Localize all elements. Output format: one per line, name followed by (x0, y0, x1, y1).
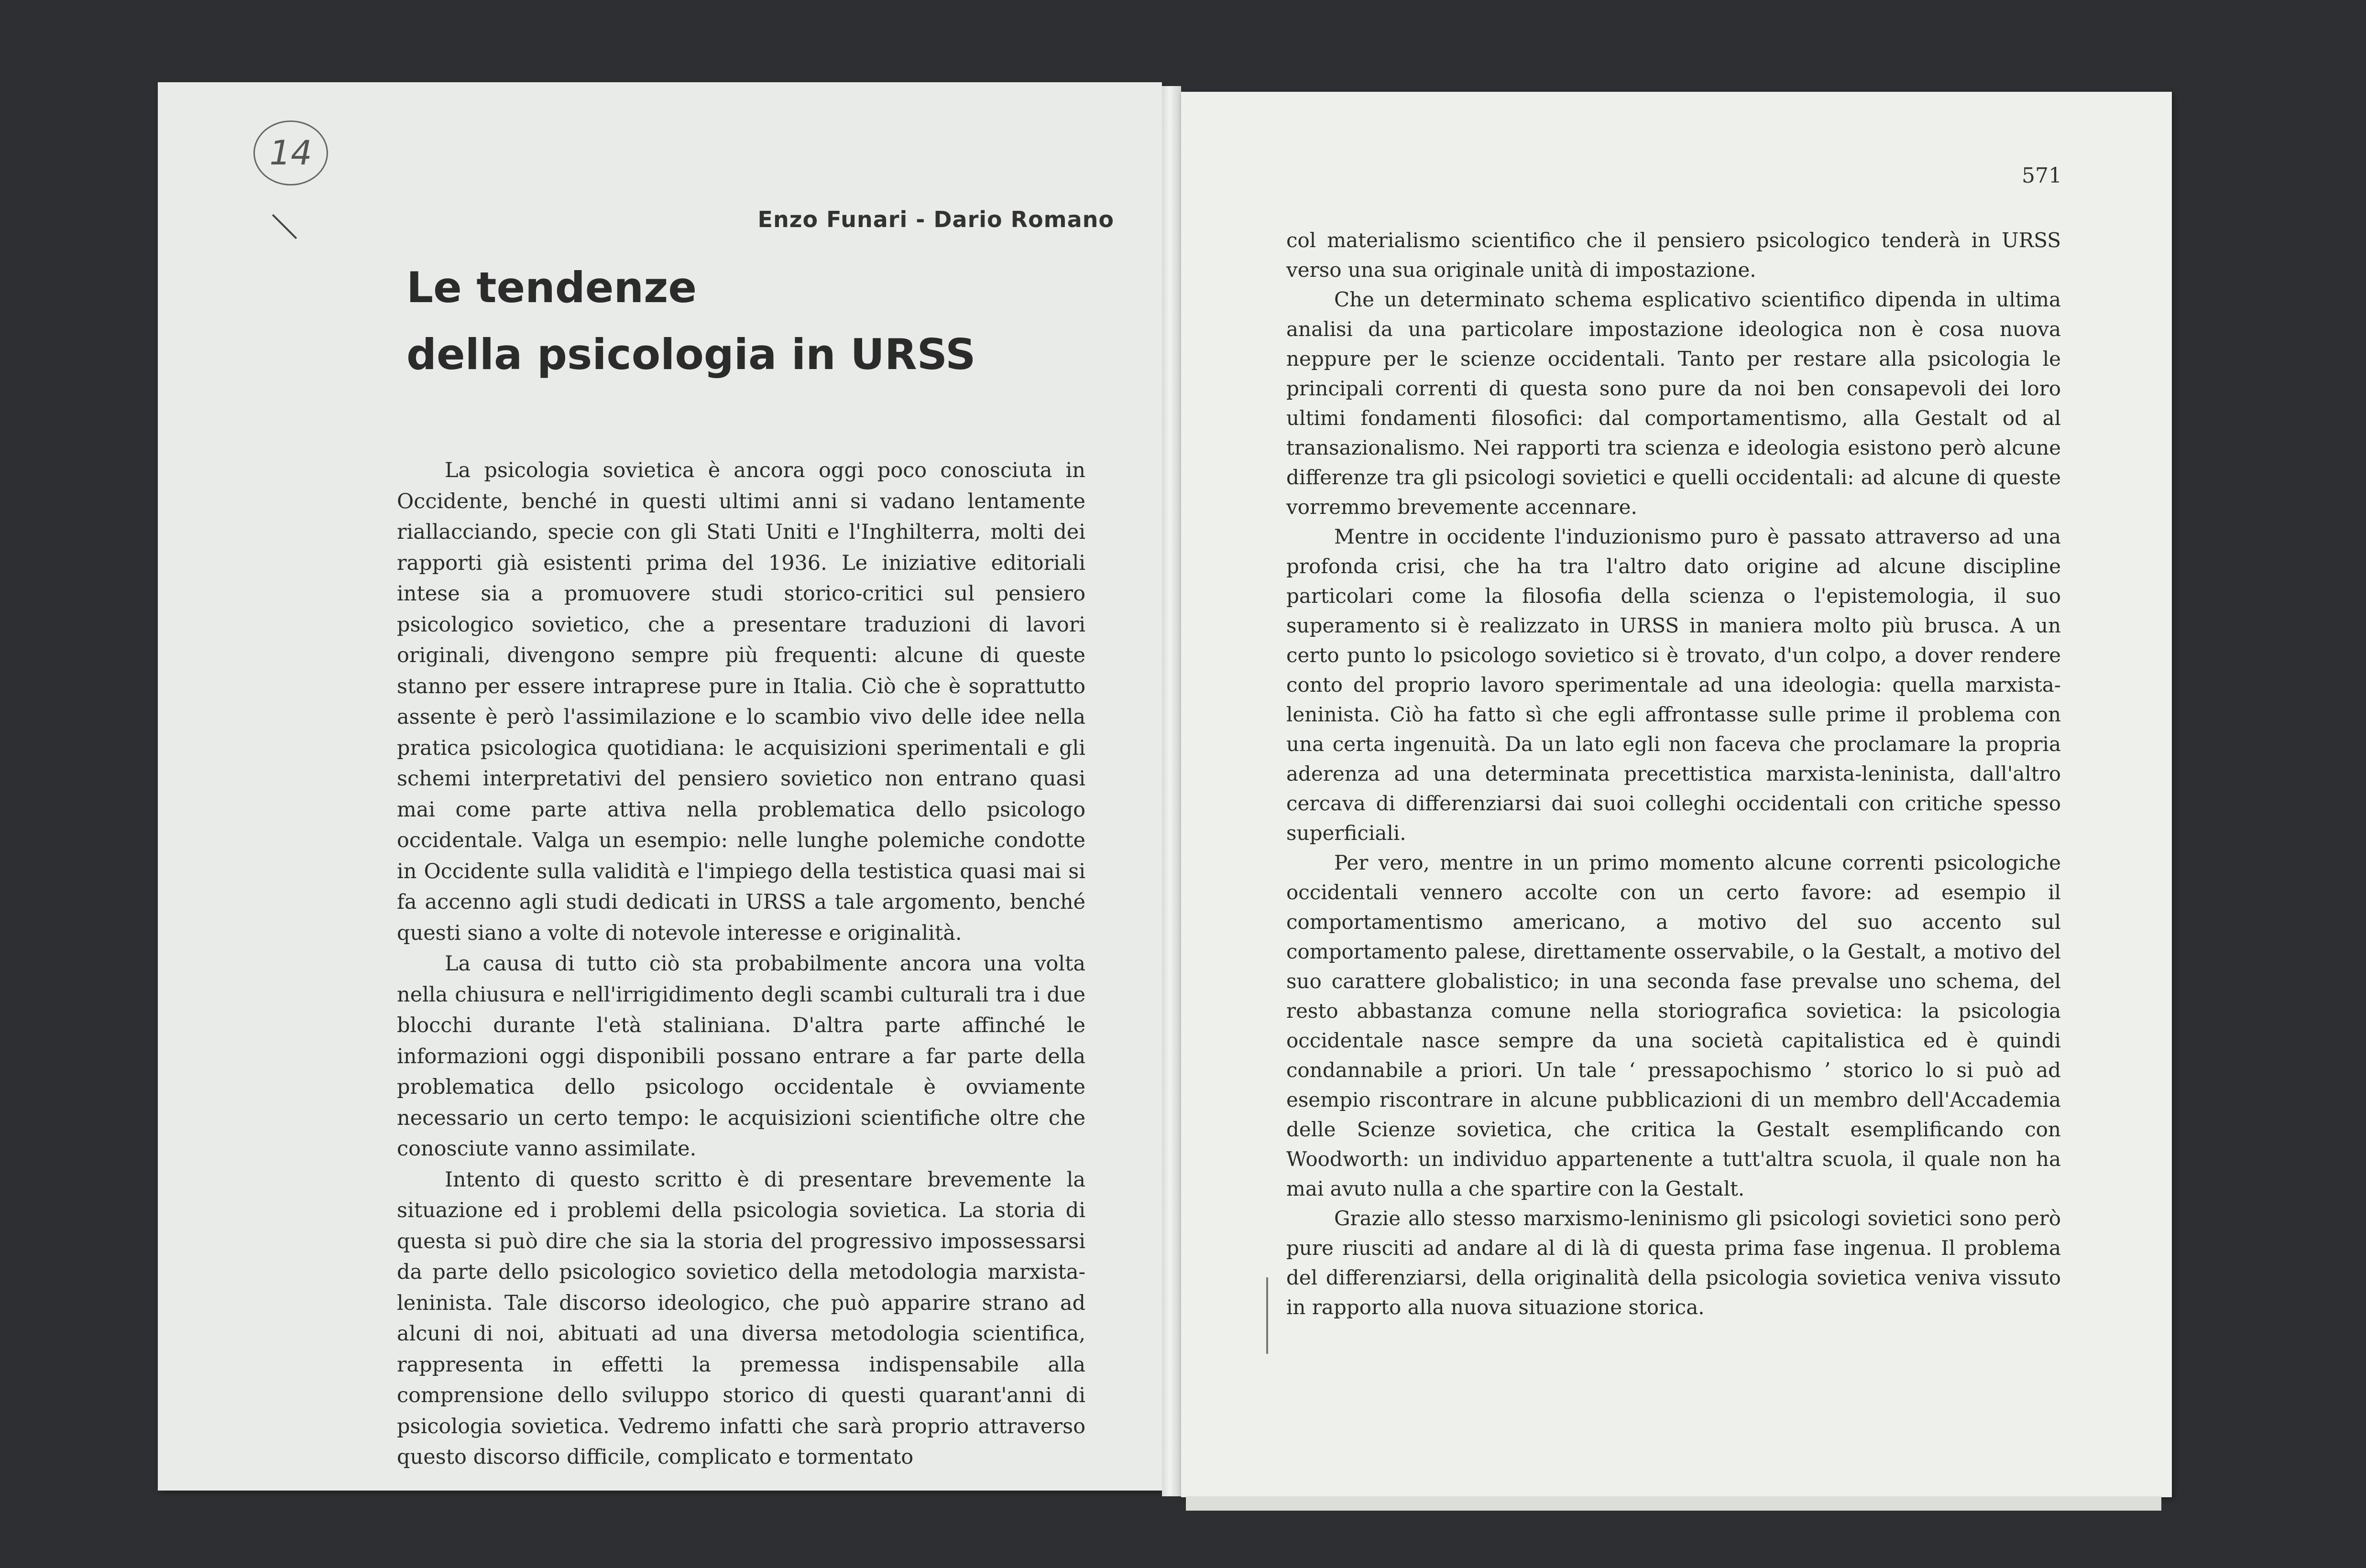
left-text-column (397, 455, 1085, 1473)
pen-mark (272, 214, 297, 239)
article-title (406, 254, 975, 388)
margin-pencil-line (1266, 1277, 1268, 1354)
paragraph: La causa di tutto ciò sta probabilmente ancora una volta nella chiusura e nell'irrigidimento degli scambi culturali tra i due blocchi durante l'età staliniana. D'altra parte affinché le informazioni oggi disponibili possano entrare a far parte della problematica dello psicologo occidentale è ovviamente necessario un certo tempo: le acquisizioni scientifiche oltre che conosciute vanno assimilate. (397, 952, 1085, 1161)
right-text-column (1286, 226, 2061, 1322)
title-line-1: Le tendenze (406, 263, 697, 312)
title-line-2: della psicologia in URSS (406, 330, 976, 379)
paragraph: Che un determinato schema esplicativo scientifico dipenda in ultima analisi da una particolare impostazione ideologica non è cosa nuova neppure per le scienze occidentali. Tanto per restare alla psicologia le principali correnti di questa sono pure da noi ben consapevoli dei loro ultimi fondamenti filosofici: dal comportamentismo, alla Gestalt od al transazionalismo. Nei rapporti tra scienza e ideologia esistono però alcune differenze tra gli psicologi sovietici e quelli occidentali: ad alcune di queste vorremmo brevemente accennare. (1286, 288, 2061, 519)
paragraph: col materialismo scientifico che il pensiero psicologico tenderà in URSS verso una sua originale unità di impostazione. (1286, 229, 2061, 282)
paragraph: Per vero, mentre in un primo momento alcune correnti psicologiche occidentali vennero accolte con un certo favore: ad esempio il comportamentismo americano, a motivo del suo accento sul comportamento palese, direttamente osservabile, o la Gestalt, a motivo del suo carattere globalistico; in una seconda fase prevalse uno schema, del resto abbastanza comune nella storiografica sovietica: la psicologia occidentale nasce sempre da una società capitalistica ed è quindi condannabile a priori. Un tale ‘ pressapochismo ’ storico lo si può ad esempio riscontrare in alcune pubblicazioni di un membro dell'Accademia delle Scienze sovietica, che critica la Gestalt esemplificando con Woodworth: un individuo appartenente a tutt'altra scuola, il quale non ha mai avuto nulla a che spartire con la Gestalt. (1286, 851, 2061, 1200)
paragraph: Grazie allo stesso marxismo-leninismo gli psicologi sovietici sono però pure riusciti ad andare al di là di questa prima fase ingenua. Il problema del differenziarsi, della originalità della psicologia sovietica veniva vissuto in rapporto alla nuova situazione storica. (1286, 1207, 2061, 1319)
page-number: 571 (2022, 163, 2062, 188)
article-authors: Enzo Funari - Dario Romano (757, 207, 1114, 232)
page-edge-strip (1186, 1496, 2161, 1511)
paragraph: La psicologia sovietica è ancora oggi poco conosciuta in Occidente, benché in questi ultimi anni si vadano lentamente riallacciando, specie con gli Stati Uniti e l'Inghilterra, molti dei rapporti già esistenti prima del 1936. Le iniziative editoriali intese sia a promuovere studi storico-critici sul pensiero psicologico sovietico, che a presentare traduzioni di lavori originali, divengono sempre più frequenti: alcune di queste stanno per essere intraprese pure in Italia. Ciò che è soprattutto assente è però l'assimilazione e lo scambio vivo delle idee nella pratica psicologica quotidiana: le acquisizioni sperimentali e gli schemi interpretativi del pensiero sovietico non entrano quasi mai come parte attiva nella problematica dello psicologo occidentale. Valga un esempio: nelle lunghe polemiche condotte in Occidente sulla validità e l'impiego della testistica quasi mai si fa accenno agli studi dedicati in URSS a tale argomento, benché questi siano a volte di notevole interesse e originalità. (397, 458, 1085, 945)
right-page (1181, 92, 2172, 1497)
handwritten-page-number: 14 (253, 120, 328, 185)
paragraph: Mentre in occidente l'induzionismo puro è passato attraverso ad una profonda crisi, che ha tra l'altro dato origine ad alcune discipline particolari come la filosofia della scienza o l'epistemologia, il suo superamento si è realizzato in URSS in maniera molto più brusca. A un certo punto lo psicologo sovietico si è trovato, d'un colpo, a dover rendere conto del proprio lavoro sperimentale ad una ideologia: quella marxista-leninista. Ciò ha fatto sì che egli affrontasse sulle prime il problema con una certa ingenuità. Da un lato egli non faceva che proclamare la propria aderenza ad una determinata precettistica marxista-leninista, dall'altro cercava di differenziarsi dai suoi colleghi occidentali con critiche spesso superficiali. (1286, 525, 2061, 845)
paragraph: Intento di questo scritto è di presentare brevemente la situazione ed i problemi della psicologia sovietica. La storia di questa si può dire che sia la storia del progressivo impossessarsi da parte dello psicologico sovietico della metodologia marxista-leninista. Tale discorso ideologico, che può apparire strano ad alcuni di noi, abituati ad una diversa metodologia scientifica, rappresenta in effetti la premessa indispensabile alla comprensione dello sviluppo storico di questi quarant'anni di psicologia sovietica. Vedremo infatti che sarà proprio attraverso questo discorso difficile, complicato e tormentato (397, 1167, 1085, 1469)
left-page (158, 82, 1162, 1491)
book-gutter (1162, 86, 1181, 1496)
